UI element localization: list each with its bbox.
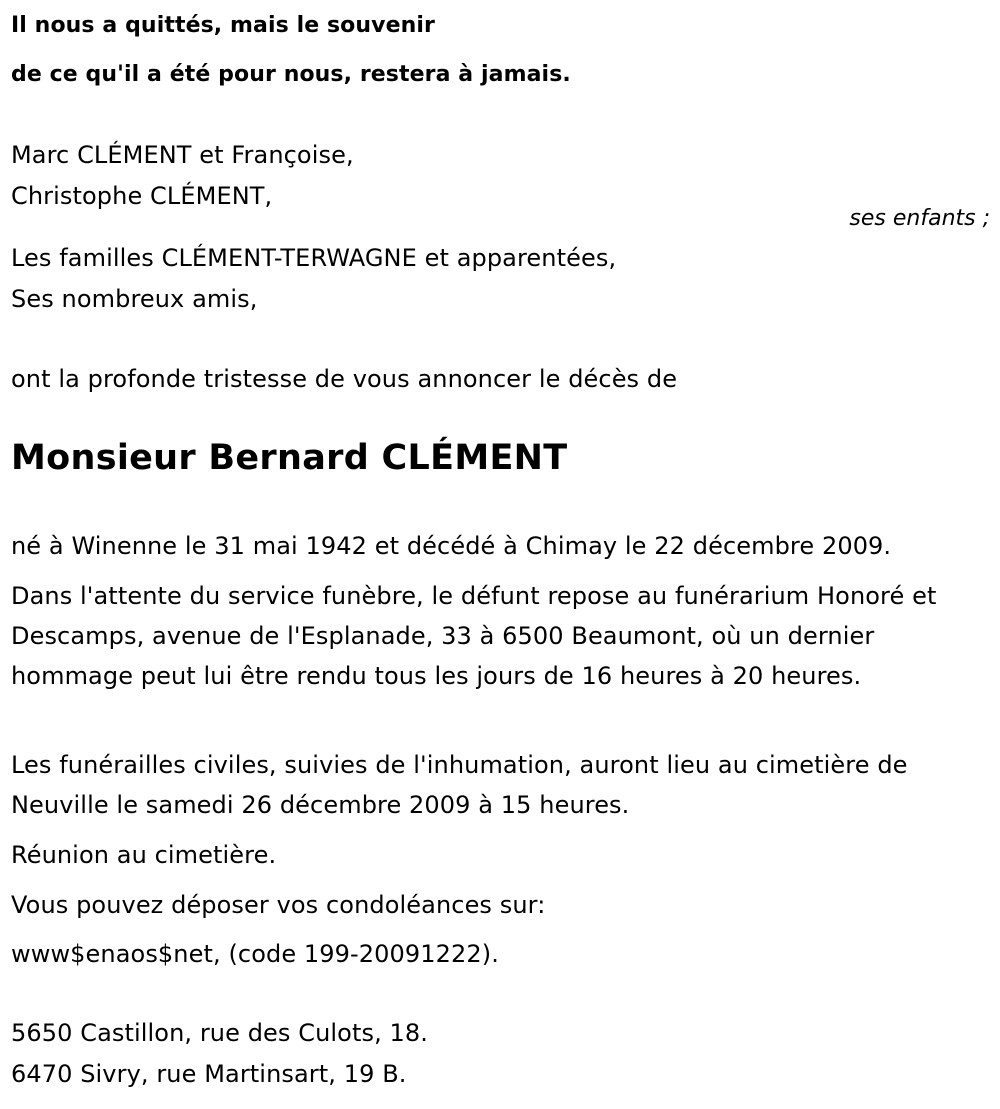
families-line: Les familles CLÉMENT-TERWAGNE et apparentées,: [11, 244, 617, 272]
announcement-text: ont la profonde tristesse de vous annoncer le décès de: [11, 365, 678, 393]
quote-line-2: de ce qu'il a été pour nous, restera à jamais.: [11, 62, 571, 87]
address-1: 5650 Castillon, rue des Culots, 18.: [11, 1019, 429, 1047]
funeral-paragraph: Les funérailles civiles, suivies de l'inhumation, auront lieu au cimetière de Neuville le samedi 26 décembre 2009 à 15 heures.: [11, 751, 908, 819]
deceased-name: Monsieur Bernard CLÉMENT: [11, 438, 568, 478]
wake-paragraph: Dans l'attente du service funèbre, le défunt repose au funérarium Honoré et Descamps, avenue de l'Esplanade, 33 à 6500 Beaumont, où un dernier hommage peut lui être rendu tous les jours de 16 heures à 20 heures.: [11, 582, 937, 690]
child-2: Christophe CLÉMENT,: [11, 182, 273, 210]
child-1: Marc CLÉMENT et Françoise,: [11, 141, 354, 169]
gathering-line: Réunion au cimetière.: [11, 841, 277, 869]
birth-death-line: né à Winenne le 31 mai 1942 et décédé à Chimay le 22 décembre 2009.: [11, 532, 892, 560]
friends-line: Ses nombreux amis,: [11, 285, 258, 313]
condolences-site: www$enaos$net, (code 199-20091222).: [11, 940, 499, 968]
children-role: ses enfants ;: [849, 206, 990, 231]
address-2: 6470 Sivry, rue Martinsart, 19 B.: [11, 1060, 407, 1088]
quote-line-1: Il nous a quittés, mais le souvenir: [11, 13, 435, 38]
condolences-intro: Vous pouvez déposer vos condoléances sur:: [11, 891, 546, 919]
